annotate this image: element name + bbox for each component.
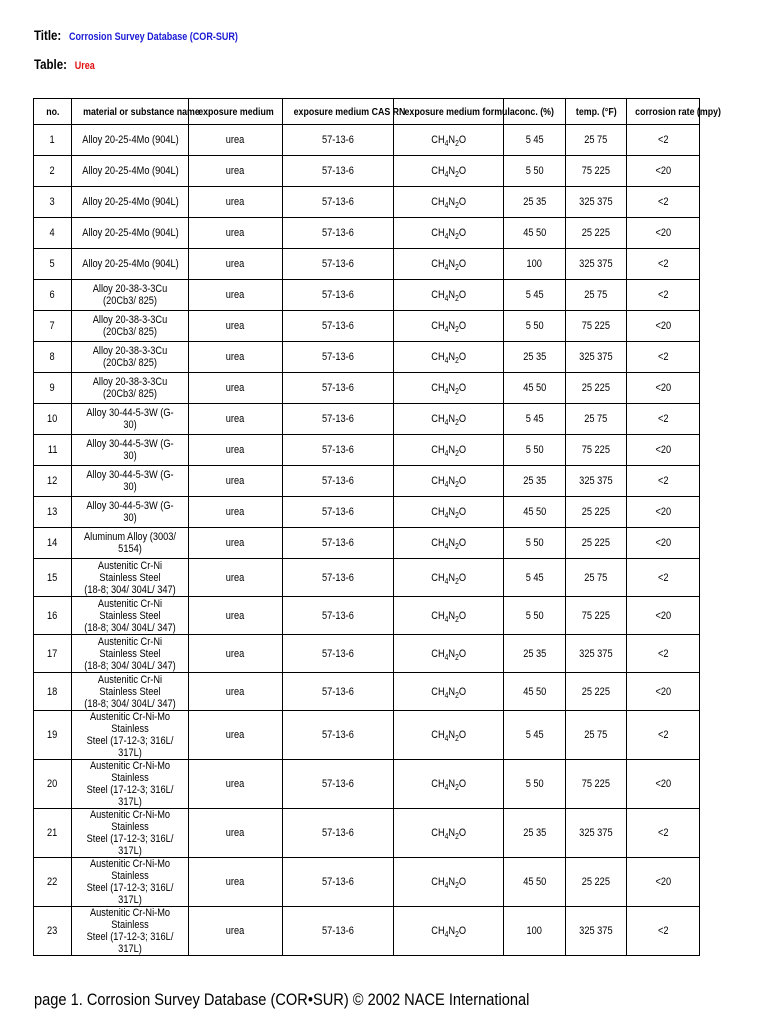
formula: $CH_4N_2O$ <box>394 125 504 156</box>
exposure-medium: urea <box>189 373 283 404</box>
formula: $CH_4N_2O$ <box>394 597 504 635</box>
cas-number: 57-13-6 <box>283 187 394 218</box>
corrosion-rate: <2 <box>627 187 700 218</box>
exposure-medium: urea <box>189 280 283 311</box>
cas-number: 57-13-6 <box>283 760 394 809</box>
temperature: 25 75 <box>566 711 627 760</box>
title-line <box>34 26 283 46</box>
exposure-medium: urea <box>189 218 283 249</box>
row-number: 7 <box>34 311 72 342</box>
corrosion-rate: <2 <box>627 466 700 497</box>
col-header-formula: exposure medium formula <box>394 99 504 125</box>
title-label: Title: <box>34 27 62 43</box>
formula: $CH_4N_2O$ <box>394 311 504 342</box>
exposure-medium: urea <box>189 187 283 218</box>
row-number: 17 <box>34 635 72 673</box>
table-row <box>34 635 700 673</box>
formula: $CH_4N_2O$ <box>394 673 504 711</box>
concentration: 5 45 <box>504 125 566 156</box>
cas-number: 57-13-6 <box>283 125 394 156</box>
cas-number: 57-13-6 <box>283 311 394 342</box>
concentration: 5 45 <box>504 280 566 311</box>
row-number: 10 <box>34 404 72 435</box>
cas-number: 57-13-6 <box>283 711 394 760</box>
concentration: 45 50 <box>504 497 566 528</box>
corrosion-rate: <2 <box>627 404 700 435</box>
row-number: 18 <box>34 673 72 711</box>
material-name: Austenitic Cr-Ni-Mo Stainless Steel (17-12-3; 316L/ 317L) <box>72 711 189 760</box>
corrosion-rate: <20 <box>627 597 700 635</box>
col-header-medium: exposure medium <box>189 99 283 125</box>
row-number: 1 <box>34 125 72 156</box>
formula: $CH_4N_2O$ <box>394 187 504 218</box>
row-number: 22 <box>34 858 72 907</box>
temperature: 325 375 <box>566 635 627 673</box>
material-name: Alloy 20-38-3-3Cu (20Cb3/ 825) <box>72 373 189 404</box>
cas-number: 57-13-6 <box>283 809 394 858</box>
row-number: 4 <box>34 218 72 249</box>
concentration: 100 <box>504 907 566 956</box>
formula: $CH_4N_2O$ <box>394 711 504 760</box>
corrosion-rate: <20 <box>627 497 700 528</box>
exposure-medium: urea <box>189 760 283 809</box>
concentration: 100 <box>504 249 566 280</box>
col-header-rate: corrosion rate (mpy) <box>627 99 700 125</box>
formula: $CH_4N_2O$ <box>394 635 504 673</box>
table-row <box>34 249 700 280</box>
formula: $CH_4N_2O$ <box>394 249 504 280</box>
concentration: 45 50 <box>504 858 566 907</box>
table-row <box>34 528 700 559</box>
database-title: Corrosion Survey Database (COR-SUR) <box>68 31 238 43</box>
corrosion-rate: <2 <box>627 125 700 156</box>
material-name: Austenitic Cr-Ni Stainless Steel (18-8; 304/ 304L/ 347) <box>72 597 189 635</box>
row-number: 9 <box>34 373 72 404</box>
cas-number: 57-13-6 <box>283 858 394 907</box>
table-body <box>34 125 700 956</box>
table-row <box>34 497 700 528</box>
concentration: 45 50 <box>504 673 566 711</box>
concentration: 5 50 <box>504 760 566 809</box>
exposure-medium: urea <box>189 635 283 673</box>
formula: $CH_4N_2O$ <box>394 497 504 528</box>
material-name: Austenitic Cr-Ni Stainless Steel (18-8; 304/ 304L/ 347) <box>72 559 189 597</box>
row-number: 16 <box>34 597 72 635</box>
material-name: Alloy 20-25-4Mo (904L) <box>72 125 189 156</box>
temperature: 325 375 <box>566 342 627 373</box>
row-number: 6 <box>34 280 72 311</box>
table-name: Urea <box>74 60 95 72</box>
exposure-medium: urea <box>189 673 283 711</box>
row-number: 21 <box>34 809 72 858</box>
table-row <box>34 711 700 760</box>
temperature: 25 225 <box>566 218 627 249</box>
table-line <box>34 55 108 75</box>
material-name: Austenitic Cr-Ni Stainless Steel (18-8; 304/ 304L/ 347) <box>72 635 189 673</box>
formula: $CH_4N_2O$ <box>394 528 504 559</box>
row-number: 3 <box>34 187 72 218</box>
row-number: 14 <box>34 528 72 559</box>
col-header-cas: exposure medium CAS RN <box>283 99 394 125</box>
table-row <box>34 373 700 404</box>
corrosion-rate: <20 <box>627 435 700 466</box>
table-row <box>34 559 700 597</box>
concentration: 25 35 <box>504 342 566 373</box>
temperature: 25 225 <box>566 497 627 528</box>
col-header-conc: conc. (%) <box>504 99 566 125</box>
formula: $CH_4N_2O$ <box>394 435 504 466</box>
exposure-medium: urea <box>189 597 283 635</box>
corrosion-rate: <2 <box>627 342 700 373</box>
corrosion-rate: <2 <box>627 635 700 673</box>
table-row <box>34 597 700 635</box>
corrosion-rate: <20 <box>627 858 700 907</box>
cas-number: 57-13-6 <box>283 435 394 466</box>
exposure-medium: urea <box>189 249 283 280</box>
exposure-medium: urea <box>189 404 283 435</box>
corrosion-rate: <2 <box>627 711 700 760</box>
cas-number: 57-13-6 <box>283 635 394 673</box>
cas-number: 57-13-6 <box>283 528 394 559</box>
concentration: 5 45 <box>504 404 566 435</box>
formula: $CH_4N_2O$ <box>394 559 504 597</box>
material-name: Alloy 20-25-4Mo (904L) <box>72 187 189 218</box>
material-name: Austenitic Cr-Ni-Mo Stainless Steel (17-12-3; 316L/ 317L) <box>72 760 189 809</box>
concentration: 5 45 <box>504 711 566 760</box>
row-number: 19 <box>34 711 72 760</box>
concentration: 5 50 <box>504 597 566 635</box>
temperature: 75 225 <box>566 435 627 466</box>
temperature: 325 375 <box>566 466 627 497</box>
temperature: 25 225 <box>566 373 627 404</box>
corrosion-rate: <2 <box>627 249 700 280</box>
row-number: 2 <box>34 156 72 187</box>
material-name: Alloy 20-25-4Mo (904L) <box>72 249 189 280</box>
temperature: 25 75 <box>566 125 627 156</box>
row-number: 23 <box>34 907 72 956</box>
row-number: 20 <box>34 760 72 809</box>
material-name: Alloy 30-44-5-3W (G-30) <box>72 466 189 497</box>
row-number: 13 <box>34 497 72 528</box>
row-number: 12 <box>34 466 72 497</box>
col-header-temp: temp. (°F) <box>566 99 627 125</box>
table-row <box>34 404 700 435</box>
cas-number: 57-13-6 <box>283 559 394 597</box>
table-row <box>34 466 700 497</box>
temperature: 75 225 <box>566 156 627 187</box>
material-name: Austenitic Cr-Ni-Mo Stainless Steel (17-12-3; 316L/ 317L) <box>72 809 189 858</box>
cas-number: 57-13-6 <box>283 497 394 528</box>
temperature: 75 225 <box>566 311 627 342</box>
cas-number: 57-13-6 <box>283 280 394 311</box>
formula: $CH_4N_2O$ <box>394 466 504 497</box>
formula: $CH_4N_2O$ <box>394 218 504 249</box>
formula: $CH_4N_2O$ <box>394 280 504 311</box>
material-name: Alloy 20-38-3-3Cu (20Cb3/ 825) <box>72 311 189 342</box>
formula: $CH_4N_2O$ <box>394 809 504 858</box>
row-number: 8 <box>34 342 72 373</box>
corrosion-rate: <20 <box>627 760 700 809</box>
header-row <box>34 99 700 125</box>
corrosion-rate: <20 <box>627 673 700 711</box>
material-name: Alloy 30-44-5-3W (G-30) <box>72 404 189 435</box>
cas-number: 57-13-6 <box>283 907 394 956</box>
temperature: 25 225 <box>566 858 627 907</box>
corrosion-rate: <20 <box>627 528 700 559</box>
formula: $CH_4N_2O$ <box>394 342 504 373</box>
temperature: 25 225 <box>566 528 627 559</box>
exposure-medium: urea <box>189 858 283 907</box>
table-row <box>34 907 700 956</box>
col-header-material: material or substance name <box>72 99 189 125</box>
page-footer: page 1. Corrosion Survey Database (COR•SUR) © 2002 NACE International <box>34 990 530 1009</box>
exposure-medium: urea <box>189 311 283 342</box>
exposure-medium: urea <box>189 466 283 497</box>
material-name: Austenitic Cr-Ni-Mo Stainless Steel (17-12-3; 316L/ 317L) <box>72 907 189 956</box>
temperature: 25 75 <box>566 404 627 435</box>
cas-number: 57-13-6 <box>283 373 394 404</box>
corrosion-rate: <20 <box>627 218 700 249</box>
corrosion-rate: <20 <box>627 311 700 342</box>
table-row <box>34 858 700 907</box>
material-name: Austenitic Cr-Ni Stainless Steel (18-8; 304/ 304L/ 347) <box>72 673 189 711</box>
temperature: 25 75 <box>566 280 627 311</box>
row-number: 5 <box>34 249 72 280</box>
formula: $CH_4N_2O$ <box>394 858 504 907</box>
temperature: 25 225 <box>566 673 627 711</box>
material-name: Aluminum Alloy (3003/ 5154) <box>72 528 189 559</box>
corrosion-rate: <2 <box>627 559 700 597</box>
cas-number: 57-13-6 <box>283 597 394 635</box>
material-name: Alloy 20-38-3-3Cu (20Cb3/ 825) <box>72 342 189 373</box>
table-row <box>34 809 700 858</box>
concentration: 25 35 <box>504 635 566 673</box>
cas-number: 57-13-6 <box>283 404 394 435</box>
table-row <box>34 673 700 711</box>
col-header-no: no. <box>34 99 72 125</box>
corrosion-rate: <2 <box>627 907 700 956</box>
material-name: Alloy 20-25-4Mo (904L) <box>72 156 189 187</box>
table-row <box>34 760 700 809</box>
exposure-medium: urea <box>189 125 283 156</box>
temperature: 25 75 <box>566 559 627 597</box>
corrosion-rate: <20 <box>627 373 700 404</box>
row-number: 15 <box>34 559 72 597</box>
table-row <box>34 342 700 373</box>
concentration: 5 50 <box>504 311 566 342</box>
table-row <box>34 218 700 249</box>
temperature: 325 375 <box>566 187 627 218</box>
cas-number: 57-13-6 <box>283 249 394 280</box>
row-number: 11 <box>34 435 72 466</box>
exposure-medium: urea <box>189 342 283 373</box>
corrosion-table <box>33 98 721 956</box>
concentration: 5 50 <box>504 156 566 187</box>
table-row <box>34 280 700 311</box>
temperature: 325 375 <box>566 809 627 858</box>
table-row <box>34 435 700 466</box>
exposure-medium: urea <box>189 711 283 760</box>
formula: $CH_4N_2O$ <box>394 373 504 404</box>
table-row <box>34 125 700 156</box>
concentration: 45 50 <box>504 218 566 249</box>
exposure-medium: urea <box>189 156 283 187</box>
formula: $CH_4N_2O$ <box>394 404 504 435</box>
cas-number: 57-13-6 <box>283 156 394 187</box>
temperature: 75 225 <box>566 597 627 635</box>
concentration: 5 50 <box>504 435 566 466</box>
exposure-medium: urea <box>189 528 283 559</box>
formula: $CH_4N_2O$ <box>394 156 504 187</box>
table-row <box>34 156 700 187</box>
material-name: Alloy 20-38-3-3Cu (20Cb3/ 825) <box>72 280 189 311</box>
cas-number: 57-13-6 <box>283 218 394 249</box>
material-name: Alloy 20-25-4Mo (904L) <box>72 218 189 249</box>
table-row <box>34 187 700 218</box>
corrosion-rate: <20 <box>627 156 700 187</box>
exposure-medium: urea <box>189 497 283 528</box>
exposure-medium: urea <box>189 559 283 597</box>
concentration: 25 35 <box>504 809 566 858</box>
concentration: 45 50 <box>504 373 566 404</box>
cas-number: 57-13-6 <box>283 342 394 373</box>
exposure-medium: urea <box>189 435 283 466</box>
cas-number: 57-13-6 <box>283 673 394 711</box>
formula: $CH_4N_2O$ <box>394 760 504 809</box>
temperature: 325 375 <box>566 249 627 280</box>
corrosion-rate: <2 <box>627 809 700 858</box>
concentration: 25 35 <box>504 187 566 218</box>
exposure-medium: urea <box>189 907 283 956</box>
table-label: Table: <box>34 56 67 72</box>
temperature: 325 375 <box>566 907 627 956</box>
concentration: 5 50 <box>504 528 566 559</box>
temperature: 75 225 <box>566 760 627 809</box>
material-name: Alloy 30-44-5-3W (G-30) <box>72 497 189 528</box>
table-row <box>34 311 700 342</box>
cas-number: 57-13-6 <box>283 466 394 497</box>
formula: $CH_4N_2O$ <box>394 907 504 956</box>
concentration: 5 45 <box>504 559 566 597</box>
corrosion-rate: <2 <box>627 280 700 311</box>
material-name: Austenitic Cr-Ni-Mo Stainless Steel (17-12-3; 316L/ 317L) <box>72 858 189 907</box>
exposure-medium: urea <box>189 809 283 858</box>
material-name: Alloy 30-44-5-3W (G-30) <box>72 435 189 466</box>
concentration: 25 35 <box>504 466 566 497</box>
